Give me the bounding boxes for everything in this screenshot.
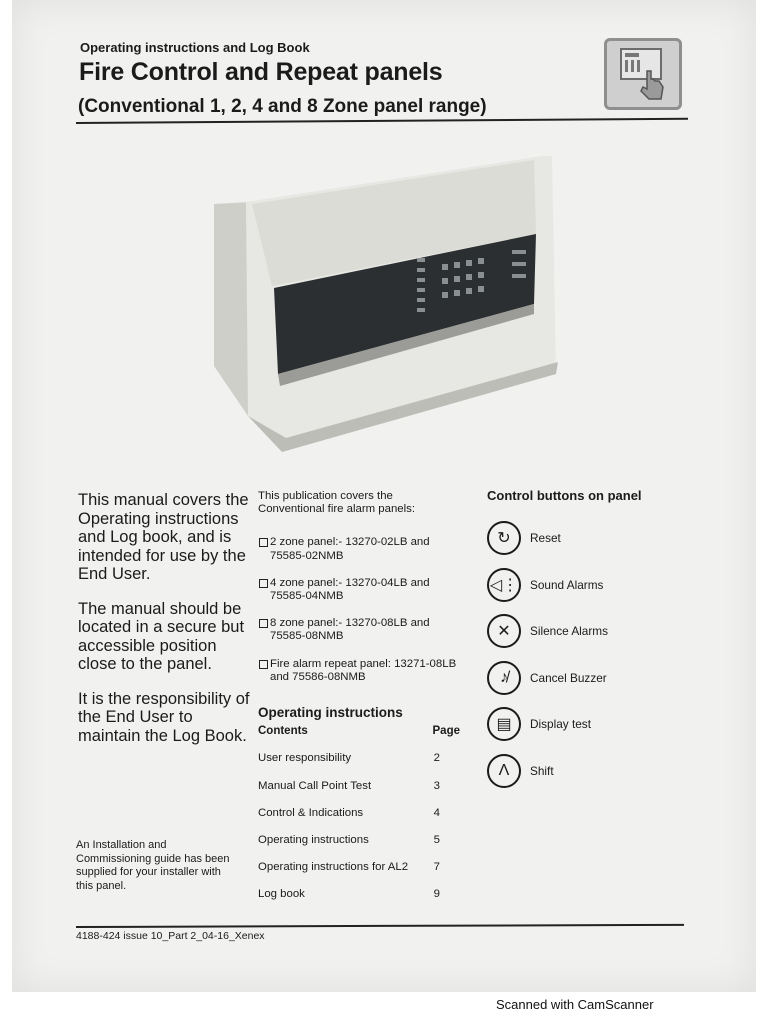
control-buttons-legend xyxy=(487,488,687,794)
display-test-icon: ▤ xyxy=(487,707,521,741)
legend-shift: Λ Shift xyxy=(487,748,687,795)
cancel-buzzer-icon: ♪̸ xyxy=(487,661,521,695)
left-column xyxy=(76,491,254,892)
checkbox-icon xyxy=(259,538,268,547)
installation-note: An Installation and Commissioning guide has been supplied for your installer with this panel. xyxy=(76,839,230,892)
shift-icon: Λ xyxy=(487,754,521,788)
legend-cancel-buzzer: ♪̸ Cancel Buzzer xyxy=(487,655,687,702)
legend-sound-alarms: ◁⋮ Sound Alarms xyxy=(487,562,687,609)
toc-row: Log book 9 xyxy=(258,888,440,901)
contents-label: Contents xyxy=(258,725,308,738)
toc-row: Operating instructions for AL2 7 xyxy=(258,861,440,874)
panel-model-item: 4 zone panel:- 13270-04LB and 75585-04NMB xyxy=(258,577,460,603)
panel-model-item: 8 zone panel:- 13270-08LB and 75585-08NMB xyxy=(258,617,460,643)
panel-model-item: 2 zone panel:- 13270-02LB and 75585-02NMB xyxy=(258,536,460,562)
responsibility-paragraph: It is the responsibility of the End User to maintain the Log Book. xyxy=(78,689,250,745)
hand-touch-panel-logo-icon xyxy=(604,38,682,110)
toc-row: Control & Indications 4 xyxy=(258,806,440,819)
silence-icon: ✕ xyxy=(487,614,521,648)
fire-panel-photo xyxy=(212,154,562,456)
checkbox-icon xyxy=(259,619,268,628)
publication-intro: This publication covers the Conventional fire alarm panels: xyxy=(258,490,416,516)
contents-header xyxy=(258,725,460,738)
legend-display-test: ▤ Display test xyxy=(487,701,687,748)
legend-silence-alarms: ✕ Silence Alarms xyxy=(487,608,687,655)
page-label: Page xyxy=(432,725,460,738)
middle-column xyxy=(258,490,460,916)
document-title: Fire Control and Repeat panels xyxy=(79,58,443,86)
checkbox-icon xyxy=(259,579,268,588)
operating-instructions-heading: Operating instructions xyxy=(258,705,403,721)
intro-paragraph: This manual covers the Operating instructions and Log book, and is intended for use by the End User. xyxy=(78,491,249,583)
document-subtitle: (Conventional 1, 2, 4 and 8 Zone panel range) xyxy=(78,96,487,117)
document-footer: 4188-424 issue 10_Part 2_04-16_Xenex xyxy=(76,930,265,942)
toc-row: User responsibility 2 xyxy=(258,752,440,765)
toc-row: Operating instructions 5 xyxy=(258,834,440,847)
checkbox-icon xyxy=(259,660,268,669)
panel-model-item: Fire alarm repeat panel: 13271-08LB and 75586-08NMB xyxy=(258,658,460,684)
document-kicker: Operating instructions and Log Book xyxy=(80,40,310,55)
toc-row: Manual Call Point Test 3 xyxy=(258,779,440,792)
control-buttons-title: Control buttons on panel xyxy=(487,488,642,503)
location-paragraph: The manual should be located in a secure but accessible position close to the panel. xyxy=(78,599,245,673)
legend-reset: ↻ Reset xyxy=(487,515,687,562)
scanner-watermark: Scanned with CamScanner xyxy=(496,997,654,1012)
reset-icon: ↻ xyxy=(487,521,521,555)
sounder-icon: ◁⋮ xyxy=(487,568,521,602)
